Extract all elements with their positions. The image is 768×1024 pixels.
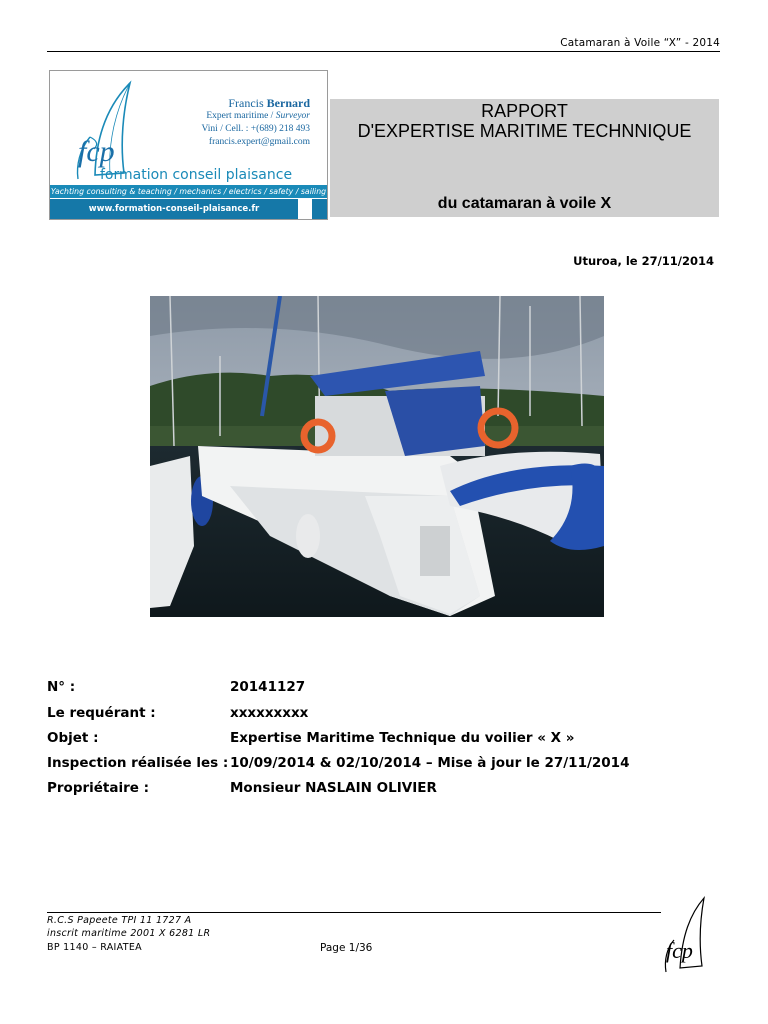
info-label-requester: Le requérant : (47, 705, 156, 721)
card-band-accent (312, 199, 328, 219)
report-title-box (330, 99, 719, 217)
info-value-owner: Monsieur NASLAIN OLIVIER (230, 780, 437, 796)
card-role (206, 111, 310, 121)
card-role-en: Surveyor (275, 111, 310, 121)
card-role-fr: Expert maritime / (206, 111, 274, 121)
title-line-1: RAPPORT (481, 101, 568, 121)
info-value-number: 20141127 (230, 679, 306, 695)
card-email: francis.expert@gmail.com (208, 137, 310, 147)
card-person-name (228, 96, 310, 111)
catamaran-photo (150, 296, 604, 617)
card-first-name: Francis (228, 96, 264, 110)
page-number: Page 1/36 (320, 942, 373, 954)
info-label-inspection: Inspection réalisée les : (47, 755, 229, 771)
card-website: www.formation-conseil-plaisance.fr (50, 199, 298, 219)
footer-rule (47, 912, 661, 913)
business-card (49, 70, 328, 220)
info-value-requester: xxxxxxxxx (230, 705, 309, 721)
title-subject: du catamaran à voile X (437, 195, 612, 212)
footer-registration: inscrit maritime 2001 X 6281 LR (47, 928, 211, 939)
footer-sail-logo-icon (660, 896, 720, 976)
header-rule (47, 51, 720, 52)
place-date: Uturoa, le 27/11/2014 (573, 254, 714, 268)
footer-address: BP 1140 – RAIATEA (47, 942, 142, 953)
info-label-owner: Propriétaire : (47, 780, 150, 796)
title-line-2: D'EXPERTISE MARITIME TECHNNIQUE (357, 121, 692, 141)
info-value-inspection: 10/09/2014 & 02/10/2014 – Mise à jour le 27/11/2014 (230, 755, 630, 771)
footer-rcs: R.C.S Papeete TPI 11 1727 A (47, 915, 192, 926)
card-company-name: formation conseil plaisance (100, 167, 293, 183)
card-last-name: Bernard (266, 96, 310, 110)
catamaran-image (150, 296, 604, 617)
running-header: Catamaran à Voile “X” - 2014 (560, 37, 720, 49)
card-phone: Vini / Cell. : +(689) 218 493 (201, 124, 310, 134)
info-label-object: Objet : (47, 730, 99, 746)
card-tagline: Yachting consulting & teaching / mechanics / electrics / safety / sailing (50, 187, 327, 196)
logo-text: fcp (78, 135, 115, 168)
info-label-number: N° : (47, 679, 76, 695)
footer-logo-text: fcp (666, 938, 693, 963)
info-value-object: Expertise Maritime Technique du voilier « X » (230, 730, 575, 746)
